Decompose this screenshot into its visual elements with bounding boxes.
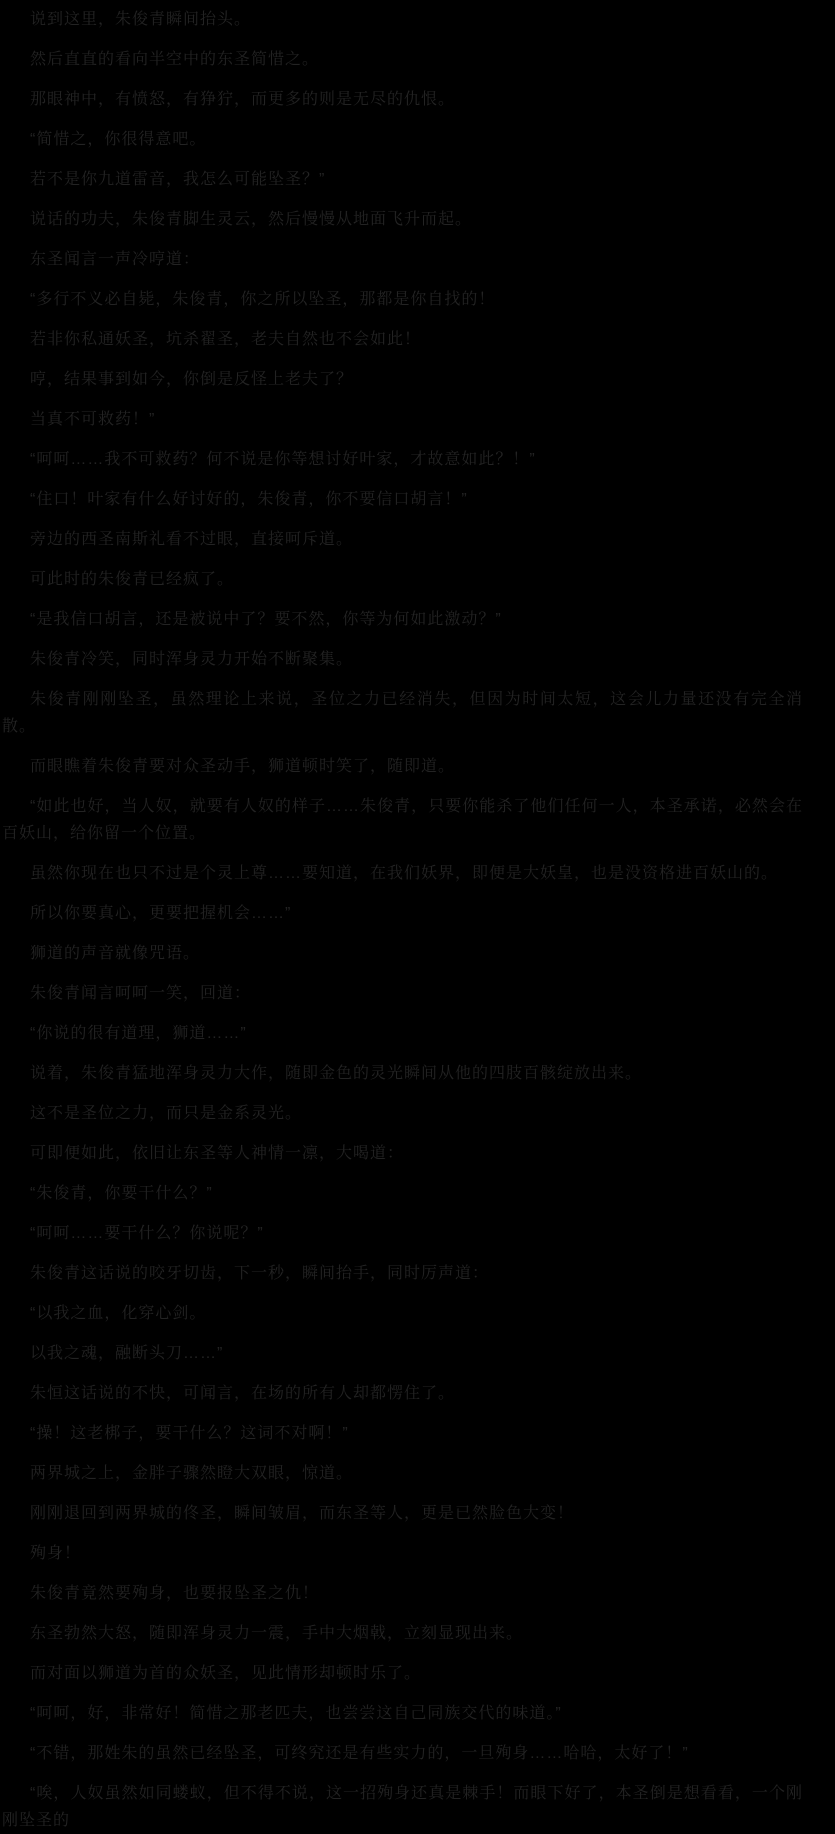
novel-paragraph: 东圣勃然大怒，随即浑身灵力一震，手中大烟戟，立刻显现出来。	[30, 1625, 524, 1642]
novel-paragraph: 旁边的西圣南斯礼看不过眼，直接呵斥道。	[30, 531, 354, 548]
novel-paragraph: 可即便如此，依旧让东圣等人神情一凛，大喝道：	[30, 1145, 405, 1162]
novel-paragraph: 以我之魂，融断头刀……”	[30, 1345, 224, 1362]
novel-paragraph: 哼，结果事到如今，你倒是反怪上老夫了？	[30, 371, 354, 388]
novel-paragraph: “以我之血，化穿心剑。	[30, 1305, 207, 1322]
novel-paragraph: 虽然你现在也只不过是个灵上尊……要知道，在我们妖界，即便是大妖皇，也是没资格进百妖山的。	[30, 865, 779, 882]
novel-paragraph: “是我信口胡言，还是被说中了？要不然，你等为何如此激动？”	[30, 611, 502, 628]
novel-paragraph: 刚刚退回到两界城的佟圣，瞬间皱眉，而东圣等人，更是已然脸色大变！	[30, 1505, 575, 1522]
novel-paragraph: 所以你要真心，更要把握机会……”	[30, 905, 292, 922]
novel-paragraph: 朱俊青闻言呵呵一笑，回道：	[30, 985, 252, 1002]
novel-paragraph: 而对面以狮道为首的众妖圣，见此情形却顿时乐了。	[30, 1665, 422, 1682]
novel-paragraph: “简惜之，你很得意吧。	[30, 131, 207, 148]
novel-paragraph: 狮道的声音就像咒语。	[30, 945, 201, 962]
novel-paragraph: 那眼神中，有愤怒，有狰狞，而更多的则是无尽的仇恨。	[30, 91, 456, 108]
novel-paragraph: 两界城之上，金胖子骤然瞪大双眼，惊道。	[30, 1465, 354, 1482]
novel-paragraph: “呵呵……要干什么？你说呢？”	[30, 1225, 264, 1242]
novel-paragraph: 说到这里，朱俊青瞬间抬头。	[30, 11, 252, 28]
novel-paragraph: “朱俊青，你要干什么？”	[30, 1185, 213, 1202]
novel-paragraph: 说着，朱俊青猛地浑身灵力大作，随即金色的灵光瞬间从他的四肢百骸绽放出来。	[30, 1065, 643, 1082]
novel-paragraph: 若非你私通妖圣，坑杀翟圣，老夫自然也不会如此！	[30, 331, 422, 348]
novel-paragraph: 而眼瞧着朱俊青要对众圣动手，狮道顿时笑了，随即道。	[30, 758, 456, 775]
novel-paragraph: “你说的很有道理，狮道……”	[30, 1025, 247, 1042]
novel-paragraph: “如此也好，当人奴，就要有人奴的样子……朱俊青，只要你能杀了他们任何一人，本圣承诺，必然会在百妖山，给你留一个位置。	[2, 798, 803, 842]
novel-paragraph: 朱俊青这话说的咬牙切齿，下一秒，瞬间抬手，同时厉声道：	[30, 1265, 490, 1282]
novel-paragraph: 殉身！	[30, 1545, 82, 1562]
novel-paragraph: 朱俊青刚刚坠圣，虽然理论上来说，圣位之力已经消失，但因为时间太短，这会儿力量还没有完全消散。	[2, 691, 803, 735]
novel-paragraph: “多行不义必自毙，朱俊青，你之所以坠圣，那都是你自找的！	[30, 291, 496, 308]
novel-paragraph: 东圣闻言一声冷哼道：	[30, 251, 201, 268]
novel-paragraph: 若不是你九道雷音，我怎么可能坠圣？”	[30, 171, 326, 188]
novel-paragraph: “唉，人奴虽然如同蝼蚁，但不得不说，这一招殉身还真是棘手！而眼下好了，本圣倒是想看看，一个刚刚坠圣的	[2, 1785, 803, 1829]
novel-paragraph: “操！这老梆子，要干什么？这词不对啊！”	[30, 1425, 349, 1442]
novel-paragraph: 当真不可救药！”	[30, 411, 156, 428]
novel-paragraph: “住口！叶家有什么好讨好的，朱俊青，你不要信口胡言！”	[30, 491, 468, 508]
novel-paragraph: 然后直直的看向半空中的东圣简惜之。	[30, 51, 320, 68]
novel-paragraph: 朱俊青竟然要殉身，也要报坠圣之仇！	[30, 1585, 320, 1602]
novel-paragraph: “不错，那姓朱的虽然已经坠圣，可终究还是有些实力的，一旦殉身……哈哈，太好了！”	[30, 1745, 689, 1762]
novel-paragraph: 这不是圣位之力，而只是金系灵光。	[30, 1105, 303, 1122]
novel-paragraph: 说话的功夫，朱俊青脚生灵云，然后慢慢从地面飞升而起。	[30, 211, 473, 228]
novel-paragraph: 朱俊青冷笑，同时浑身灵力开始不断聚集。	[30, 651, 354, 668]
novel-paragraph: “呵呵……我不可救药？何不说是你等想讨好叶家，才故意如此？！”	[30, 451, 536, 468]
novel-paragraph: 可此时的朱俊青已经疯了。	[30, 571, 235, 588]
novel-paragraph: “呵呵，好，非常好！简惜之那老匹夫，也尝尝这自己同族交代的味道。”	[30, 1705, 562, 1722]
novel-paragraph: 朱恒这话说的不快，可闻言，在场的所有人却都愣住了。	[30, 1385, 456, 1402]
